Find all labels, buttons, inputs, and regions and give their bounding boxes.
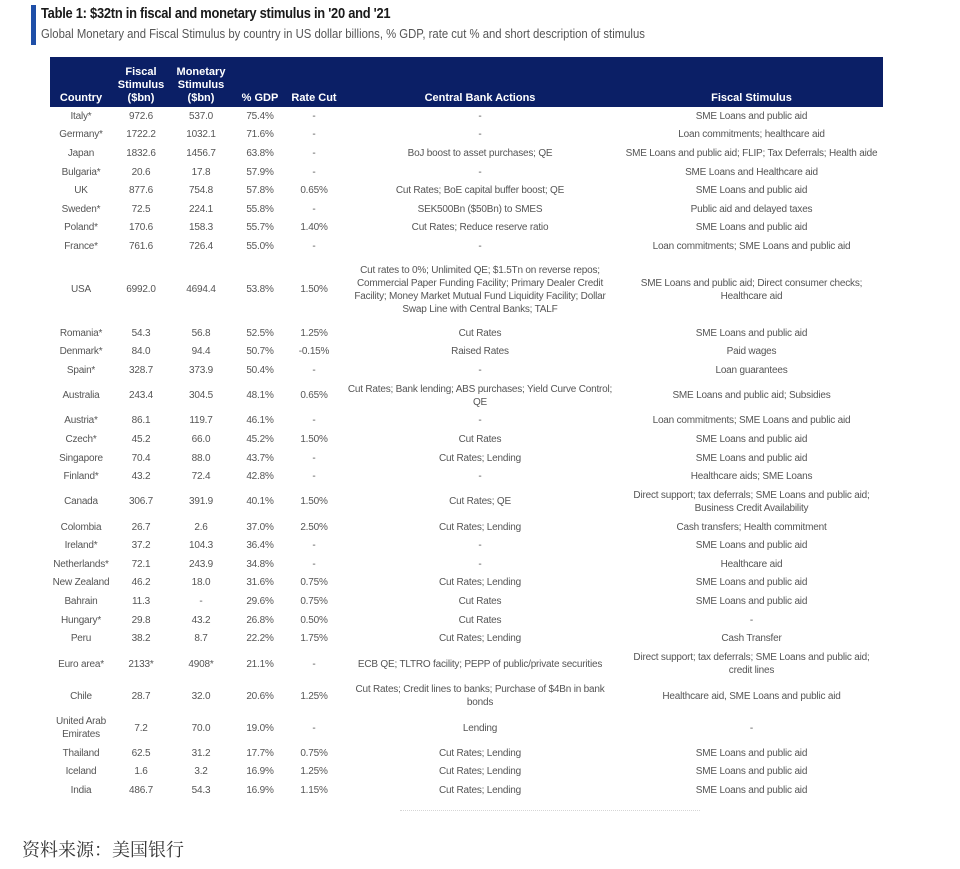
cell-gdp: 75.4% <box>246 110 274 122</box>
cell-central-bank-actions: Cut Rates; Lending <box>438 577 521 589</box>
cell-monetary-stimulus: 56.8 <box>191 327 211 339</box>
cell-gdp: 50.4% <box>246 364 274 376</box>
cell-central-bank-actions: - <box>478 558 482 570</box>
cell-rate-cut: 0.65% <box>300 390 328 402</box>
cell-fiscal-description: SME Loans and public aid <box>695 747 808 759</box>
title-accent-bar <box>31 5 36 45</box>
cell-gdp: 42.8% <box>246 471 274 483</box>
cell-country: Canada <box>64 496 98 508</box>
cell-gdp: 19.0% <box>246 722 274 734</box>
cell-fiscal-description: SME Loans and public aid <box>695 185 808 197</box>
cell-fiscal-stimulus: 6992.0 <box>126 284 156 296</box>
cell-rate-cut: 1.75% <box>300 633 328 645</box>
cell-fiscal-description: SME Loans and public aid <box>695 596 808 608</box>
cell-central-bank-actions: Cut Rates; Lending <box>438 521 521 533</box>
cell-fiscal-stimulus: 486.7 <box>128 785 154 797</box>
cell-central-bank-actions: - <box>478 364 482 376</box>
cell-monetary-stimulus: 17.8 <box>191 166 211 178</box>
cell-gdp: 16.9% <box>246 766 274 778</box>
cell-gdp: 46.1% <box>246 415 274 427</box>
table-row <box>50 648 883 680</box>
table-header-row <box>50 57 883 107</box>
source-note: 资料来源：美国银行 <box>22 840 184 861</box>
cell-fiscal-description: SME Loans and public aid; Subsidies <box>672 390 831 402</box>
cell-gdp: 55.8% <box>246 203 274 215</box>
cell-gdp: 16.9% <box>246 785 274 797</box>
table-row <box>50 486 883 518</box>
cell-fiscal-stimulus: 20.6 <box>131 166 151 178</box>
cell-rate-cut: - <box>312 540 316 552</box>
table-row <box>50 380 883 412</box>
cell-fiscal-description: SME Loans and Healthcare aid <box>685 166 818 178</box>
cell-monetary-stimulus: 43.2 <box>191 614 211 626</box>
cell-rate-cut: - <box>312 658 316 670</box>
cell-monetary-stimulus: 243.9 <box>188 558 214 570</box>
cell-country: Bulgaria* <box>61 166 101 178</box>
cell-country: Spain* <box>66 364 96 376</box>
column-header-fiscal-stimulus: Fiscal Stimulus <box>620 57 883 107</box>
cell-monetary-stimulus: 373.9 <box>188 364 214 376</box>
cell-monetary-stimulus: 66.0 <box>191 433 211 445</box>
cell-rate-cut: - <box>312 415 316 427</box>
cell-fiscal-description: Direct support; tax deferrals; SME Loans and public aid; Business Credit Availability <box>633 489 870 514</box>
cell-fiscal-stimulus: 877.6 <box>128 185 154 197</box>
table-row <box>50 324 883 343</box>
cell-fiscal-stimulus: 1.6 <box>134 766 148 778</box>
cell-central-bank-actions: BoJ boost to asset purchases; QE <box>407 147 553 159</box>
cell-monetary-stimulus: 1032.1 <box>186 129 216 141</box>
cell-central-bank-actions: Cut Rates <box>458 327 502 339</box>
table-row <box>50 342 883 361</box>
cell-rate-cut: - <box>312 166 316 178</box>
table-row <box>50 744 883 763</box>
cell-fiscal-stimulus: 7.2 <box>134 722 148 734</box>
cell-rate-cut: - <box>312 471 316 483</box>
cell-fiscal-stimulus: 29.8 <box>131 614 151 626</box>
cell-country: Sweden* <box>61 203 101 215</box>
cell-monetary-stimulus: 72.4 <box>191 471 211 483</box>
cell-fiscal-stimulus: 28.7 <box>131 690 151 702</box>
cell-fiscal-description: Loan commitments; SME Loans and public aid <box>652 415 851 427</box>
cell-rate-cut: 1.40% <box>300 222 328 234</box>
cell-rate-cut: - <box>312 129 316 141</box>
cell-country: Germany* <box>59 129 103 141</box>
cell-fiscal-stimulus: 328.7 <box>128 364 154 376</box>
cell-gdp: 20.6% <box>246 690 274 702</box>
cell-monetary-stimulus: 4694.4 <box>186 284 216 296</box>
cell-gdp: 48.1% <box>246 390 274 402</box>
table-row <box>50 449 883 468</box>
cell-fiscal-stimulus: 972.6 <box>128 110 154 122</box>
cell-fiscal-description: SME Loans and public aid <box>695 452 808 464</box>
cell-gdp: 55.0% <box>246 240 274 252</box>
cell-rate-cut: 1.50% <box>300 496 328 508</box>
cell-fiscal-stimulus: 306.7 <box>128 496 154 508</box>
cell-central-bank-actions: Cut Rates; Lending <box>438 633 521 645</box>
cell-fiscal-description: SME Loans and public aid; FLIP; Tax Deferrals; Health aide <box>625 147 878 159</box>
cell-monetary-stimulus: 54.3 <box>191 785 211 797</box>
cell-fiscal-stimulus: 62.5 <box>131 747 151 759</box>
cell-gdp: 52.5% <box>246 327 274 339</box>
table-row <box>50 763 883 782</box>
cell-central-bank-actions: Cut rates to 0%; Unlimited QE; $1.5Tn on reverse repos; Commercial Paper Funding Facility; Primary Dealer Credit Facility; Money Market Mutual Fund Liquidity Facility; Dollar Swap Line with Central Banks; TALF <box>354 264 606 315</box>
cell-central-bank-actions: Cut Rates; Lending <box>438 747 521 759</box>
cell-gdp: 29.6% <box>246 596 274 608</box>
cell-rate-cut: 1.50% <box>300 433 328 445</box>
cell-monetary-stimulus: 4908* <box>188 658 214 670</box>
cell-country: Netherlands* <box>53 558 109 570</box>
column-header-fiscal: Fiscal Stimulus ($bn) <box>112 57 170 107</box>
cell-fiscal-description: Paid wages <box>726 346 777 358</box>
table-row <box>50 361 883 380</box>
cell-fiscal-description: SME Loans and public aid <box>695 577 808 589</box>
cell-country: USA <box>71 284 91 296</box>
stimulus-table <box>50 57 883 800</box>
table-row <box>50 256 883 324</box>
cell-fiscal-description: - <box>749 722 754 734</box>
table-row <box>50 219 883 238</box>
cell-gdp: 71.6% <box>246 129 274 141</box>
cell-central-bank-actions: - <box>478 540 482 552</box>
table-row <box>50 680 883 712</box>
table-row <box>50 467 883 486</box>
cell-rate-cut: 0.75% <box>300 596 328 608</box>
cell-fiscal-stimulus: 70.4 <box>131 452 151 464</box>
cell-central-bank-actions: - <box>478 415 482 427</box>
cell-gdp: 26.8% <box>246 614 274 626</box>
cell-fiscal-stimulus: 11.3 <box>132 596 150 608</box>
cell-central-bank-actions: Cut Rates; Reduce reserve ratio <box>411 222 549 234</box>
cell-country: Czech* <box>65 433 97 445</box>
cell-country: Colombia <box>60 521 102 533</box>
cell-country: Italy* <box>70 110 92 122</box>
cell-country: Iceland <box>65 766 97 778</box>
cell-gdp: 37.0% <box>246 521 274 533</box>
cell-rate-cut: 0.50% <box>300 614 328 626</box>
table-body <box>50 107 883 800</box>
cell-fiscal-stimulus: 45.2 <box>131 433 151 445</box>
cell-gdp: 21.1% <box>246 658 274 670</box>
cell-rate-cut: 0.75% <box>300 577 328 589</box>
table-title: Table 1: $32tn in fiscal and monetary stimulus in '20 and '21 <box>41 5 391 22</box>
table-row <box>50 126 883 145</box>
cell-monetary-stimulus: 1456.7 <box>186 147 216 159</box>
table-row <box>50 592 883 611</box>
cell-central-bank-actions: Cut Rates; Lending <box>438 785 521 797</box>
cell-fiscal-description: SME Loans and public aid <box>695 327 808 339</box>
cell-gdp: 57.8% <box>246 185 274 197</box>
cell-central-bank-actions: Cut Rates; Lending <box>438 766 521 778</box>
cell-fiscal-description: SME Loans and public aid <box>695 110 808 122</box>
cell-rate-cut: 2.50% <box>300 521 328 533</box>
cell-country: Austria* <box>64 415 98 427</box>
cell-gdp: 43.7% <box>246 452 274 464</box>
cell-gdp: 55.7% <box>246 222 274 234</box>
cell-fiscal-stimulus: 2133* <box>128 658 154 670</box>
cell-gdp: 63.8% <box>246 147 274 159</box>
table-row <box>50 412 883 431</box>
table-row <box>50 518 883 537</box>
cell-country: Thailand <box>62 747 100 759</box>
cell-fiscal-stimulus: 72.1 <box>131 558 151 570</box>
cell-rate-cut: -0.15% <box>298 346 330 358</box>
cell-country: Romania* <box>59 327 103 339</box>
cell-monetary-stimulus: 391.9 <box>188 496 214 508</box>
cell-monetary-stimulus: 31.2 <box>191 747 211 759</box>
cell-monetary-stimulus: 104.3 <box>188 540 214 552</box>
cell-rate-cut: 1.25% <box>300 766 328 778</box>
cell-country: Japan <box>67 147 95 159</box>
cell-gdp: 17.7% <box>246 747 274 759</box>
cell-fiscal-description: Loan commitments; healthcare aid <box>678 129 825 141</box>
cell-gdp: 50.7% <box>246 346 274 358</box>
cell-country: France* <box>64 240 98 252</box>
cell-fiscal-stimulus: 26.7 <box>131 521 151 533</box>
cell-country: New Zealand <box>52 577 110 589</box>
cell-country: Peru <box>70 633 92 645</box>
cell-fiscal-description: Public aid and delayed taxes <box>690 203 813 215</box>
cell-central-bank-actions: Lending <box>462 722 498 734</box>
cell-fiscal-stimulus: 46.2 <box>131 577 151 589</box>
cell-central-bank-actions: ECB QE; TLTRO facility; PEPP of public/private securities <box>357 658 603 670</box>
cell-central-bank-actions: - <box>478 166 482 178</box>
cell-fiscal-stimulus: 243.4 <box>128 390 154 402</box>
cell-rate-cut: 1.50% <box>300 284 328 296</box>
table-row <box>50 200 883 219</box>
table-row <box>50 629 883 648</box>
cell-central-bank-actions: Raised Rates <box>451 346 509 358</box>
cell-fiscal-description: Loan guarantees <box>715 364 788 376</box>
cell-fiscal-stimulus: 170.6 <box>128 222 154 234</box>
cell-rate-cut: 0.65% <box>300 185 328 197</box>
table-row <box>50 712 883 744</box>
cell-gdp: 34.8% <box>246 558 274 570</box>
cell-fiscal-description: SME Loans and public aid <box>695 785 808 797</box>
cell-country: Poland* <box>64 222 98 234</box>
table-row <box>50 555 883 574</box>
cell-gdp: 22.2% <box>246 633 274 645</box>
cell-rate-cut: - <box>312 452 316 464</box>
cell-fiscal-stimulus: 37.2 <box>131 540 151 552</box>
cell-monetary-stimulus: 537.0 <box>188 110 214 122</box>
column-header-central-bank-actions: Central Bank Actions <box>340 57 620 107</box>
cell-fiscal-description: Healthcare aid <box>720 558 783 570</box>
column-header-country: Country <box>50 57 112 107</box>
cell-gdp: 40.1% <box>246 496 274 508</box>
cell-gdp: 31.6% <box>246 577 274 589</box>
cell-country: Denmark* <box>59 346 103 358</box>
table-row <box>50 144 883 163</box>
cell-fiscal-stimulus: 86.1 <box>131 415 151 427</box>
cell-fiscal-stimulus: 761.6 <box>128 240 154 252</box>
cell-rate-cut: - <box>312 147 316 159</box>
cell-central-bank-actions: Cut Rates; BoE capital buffer boost; QE <box>395 185 565 197</box>
cell-central-bank-actions: Cut Rates; QE <box>449 496 511 508</box>
cell-monetary-stimulus: 726.4 <box>188 240 214 252</box>
cell-monetary-stimulus: 224.1 <box>188 203 214 215</box>
cell-monetary-stimulus: 119.7 <box>189 415 213 427</box>
cell-central-bank-actions: Cut Rates <box>458 433 502 445</box>
table-row <box>50 237 883 256</box>
cell-monetary-stimulus: 88.0 <box>191 452 211 464</box>
cell-rate-cut: 1.25% <box>300 327 328 339</box>
cell-gdp: 45.2% <box>246 433 274 445</box>
cell-rate-cut: - <box>312 240 316 252</box>
cell-central-bank-actions: - <box>478 471 482 483</box>
table-row <box>50 537 883 556</box>
cell-monetary-stimulus: 304.5 <box>188 390 214 402</box>
truncated-row-fragment <box>400 810 700 815</box>
cell-central-bank-actions: Cut Rates; Lending <box>438 452 521 464</box>
column-header-monetary: Monetary Stimulus ($bn) <box>170 57 232 107</box>
cell-central-bank-actions: SEK500Bn ($50Bn) to SMES <box>417 203 543 215</box>
cell-fiscal-stimulus: 43.2 <box>131 471 151 483</box>
cell-fiscal-description: - <box>749 614 754 626</box>
cell-country: Chile <box>70 690 92 702</box>
cell-fiscal-stimulus: 84.0 <box>131 346 151 358</box>
cell-gdp: 53.8% <box>246 284 274 296</box>
cell-central-bank-actions: Cut Rates; Credit lines to banks; Purchase of $4Bn in bank bonds <box>355 684 605 709</box>
table-row <box>50 163 883 182</box>
table-subtitle: Global Monetary and Fiscal Stimulus by country in US dollar billions, % GDP, rate cut % and short description of stimulus <box>41 26 645 41</box>
cell-central-bank-actions: Cut Rates <box>458 596 502 608</box>
cell-monetary-stimulus: 70.0 <box>191 722 211 734</box>
cell-country: Finland* <box>63 471 99 483</box>
cell-rate-cut: - <box>312 722 316 734</box>
cell-fiscal-stimulus: 38.2 <box>131 633 151 645</box>
cell-country: Ireland* <box>64 540 98 552</box>
cell-monetary-stimulus: 754.8 <box>188 185 214 197</box>
cell-central-bank-actions: - <box>478 110 482 122</box>
cell-rate-cut: 1.25% <box>300 690 328 702</box>
cell-fiscal-stimulus: 72.5 <box>131 203 151 215</box>
cell-fiscal-stimulus: 1722.2 <box>126 129 156 141</box>
cell-gdp: 57.9% <box>246 166 274 178</box>
table-row <box>50 574 883 593</box>
cell-country: Australia <box>62 390 100 402</box>
cell-central-bank-actions: Cut Rates <box>458 614 502 626</box>
cell-monetary-stimulus: 94.4 <box>191 346 211 358</box>
cell-rate-cut: 1.15% <box>300 785 328 797</box>
cell-rate-cut: 0.75% <box>300 747 328 759</box>
table-row <box>50 430 883 449</box>
cell-monetary-stimulus: 3.2 <box>194 766 208 778</box>
column-header-gdp: % GDP <box>232 57 288 107</box>
cell-monetary-stimulus: 158.3 <box>188 222 214 234</box>
cell-fiscal-description: SME Loans and public aid <box>695 540 808 552</box>
cell-monetary-stimulus: - <box>199 596 203 608</box>
cell-rate-cut: - <box>312 203 316 215</box>
cell-fiscal-description: SME Loans and public aid <box>695 433 808 445</box>
cell-rate-cut: - <box>312 110 316 122</box>
table-row <box>50 611 883 630</box>
cell-central-bank-actions: - <box>478 240 482 252</box>
cell-fiscal-description: SME Loans and public aid <box>695 766 808 778</box>
cell-monetary-stimulus: 18.0 <box>191 577 211 589</box>
cell-monetary-stimulus: 2.6 <box>194 521 208 533</box>
cell-country: UK <box>74 185 88 197</box>
cell-country: India <box>70 785 92 797</box>
cell-fiscal-stimulus: 1832.6 <box>126 147 156 159</box>
cell-central-bank-actions: Cut Rates; Bank lending; ABS purchases; Yield Curve Control; QE <box>347 383 613 408</box>
cell-rate-cut: - <box>312 364 316 376</box>
cell-fiscal-description: Healthcare aid, SME Loans and public aid <box>662 690 841 702</box>
cell-rate-cut: - <box>312 558 316 570</box>
cell-monetary-stimulus: 8.7 <box>194 633 208 645</box>
table-row <box>50 181 883 200</box>
cell-country: United Arab Emirates <box>55 716 107 741</box>
cell-fiscal-description: Cash transfers; Health commitment <box>676 521 827 533</box>
cell-country: Singapore <box>59 452 103 464</box>
cell-fiscal-description: SME Loans and public aid; Direct consumer checks; Healthcare aid <box>640 277 863 302</box>
cell-fiscal-description: Healthcare aids; SME Loans <box>690 471 813 483</box>
cell-country: Hungary* <box>60 614 102 626</box>
cell-fiscal-description: SME Loans and public aid <box>695 222 808 234</box>
column-header-rate-cut: Rate Cut <box>288 57 340 107</box>
table-row <box>50 781 883 800</box>
cell-country: Euro area* <box>58 658 104 670</box>
cell-fiscal-description: Direct support; tax deferrals; SME Loans and public aid; credit lines <box>633 652 870 677</box>
cell-central-bank-actions: - <box>478 129 482 141</box>
table-row <box>50 107 883 126</box>
cell-gdp: 36.4% <box>246 540 274 552</box>
cell-country: Bahrain <box>64 596 98 608</box>
cell-fiscal-description: Loan commitments; SME Loans and public aid <box>652 240 851 252</box>
cell-monetary-stimulus: 32.0 <box>191 690 211 702</box>
cell-fiscal-description: Cash Transfer <box>721 633 782 645</box>
cell-fiscal-stimulus: 54.3 <box>131 327 151 339</box>
